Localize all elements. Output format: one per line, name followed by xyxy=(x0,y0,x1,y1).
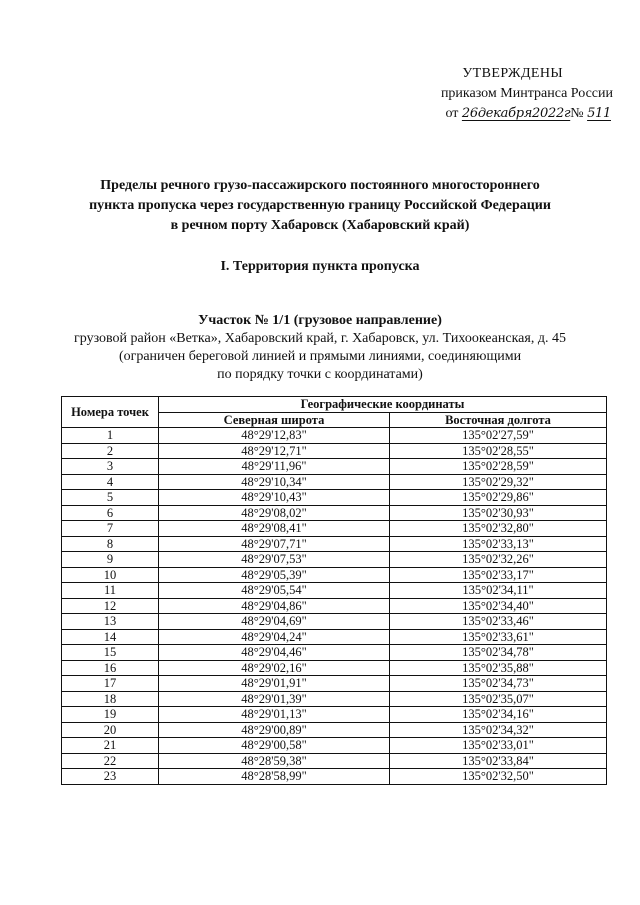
date-prefix: от xyxy=(445,106,459,121)
point-number-cell: 23 xyxy=(62,769,159,785)
table-row xyxy=(62,583,607,599)
table-row xyxy=(62,769,607,785)
table-row xyxy=(62,645,607,661)
table-row xyxy=(62,753,607,769)
subsection-note: (ограничен береговой линией и прямыми линиями, соединяющими xyxy=(118,349,522,364)
table-row xyxy=(62,428,607,444)
point-number-cell: 22 xyxy=(62,753,159,769)
handwritten-date: 26декабря2022г xyxy=(461,106,571,121)
point-number-cell: 5 xyxy=(62,490,159,506)
longitude-cell: 135°02'34,32" xyxy=(390,722,607,738)
latitude-cell: 48°29'05,54" xyxy=(159,583,390,599)
longitude-cell: 135°02'33,61" xyxy=(390,629,607,645)
header-latitude: Северная широта xyxy=(159,412,390,428)
point-number-cell: 19 xyxy=(62,707,159,723)
longitude-cell: 135°02'28,59" xyxy=(390,459,607,475)
point-number-cell: 20 xyxy=(62,722,159,738)
header-points: Номера точек xyxy=(62,397,159,428)
point-number-cell: 14 xyxy=(62,629,159,645)
longitude-cell: 135°02'29,86" xyxy=(390,490,607,506)
table-row xyxy=(62,536,607,552)
latitude-cell: 48°29'10,34" xyxy=(159,474,390,490)
point-number-cell: 17 xyxy=(62,676,159,692)
table-row xyxy=(62,474,607,490)
table-row xyxy=(62,676,607,692)
table-row xyxy=(62,614,607,630)
point-number-cell: 10 xyxy=(62,567,159,583)
table-row xyxy=(62,738,607,754)
table-row xyxy=(62,521,607,537)
approval-heading: УТВЕРЖДЕНЫ xyxy=(462,66,563,81)
point-number-cell: 9 xyxy=(62,552,159,568)
longitude-cell: 135°02'28,55" xyxy=(390,443,607,459)
longitude-cell: 135°02'33,46" xyxy=(390,614,607,630)
number-prefix: № xyxy=(570,106,584,121)
point-number-cell: 2 xyxy=(62,443,159,459)
latitude-cell: 48°29'07,71" xyxy=(159,536,390,552)
approval-block xyxy=(415,64,625,124)
coordinates-table xyxy=(61,396,607,785)
point-number-cell: 16 xyxy=(62,660,159,676)
longitude-cell: 135°02'32,50" xyxy=(390,769,607,785)
title-line: Пределы речного грузо-пассажирского постоянного многостороннего xyxy=(100,178,540,193)
latitude-cell: 48°29'02,16" xyxy=(159,660,390,676)
table-row xyxy=(62,660,607,676)
longitude-cell: 135°02'27,59" xyxy=(390,428,607,444)
longitude-cell: 135°02'33,17" xyxy=(390,567,607,583)
latitude-cell: 48°29'04,69" xyxy=(159,614,390,630)
point-number-cell: 18 xyxy=(62,691,159,707)
latitude-cell: 48°29'04,24" xyxy=(159,629,390,645)
table-row xyxy=(62,552,607,568)
point-number-cell: 13 xyxy=(62,614,159,630)
point-number-cell: 8 xyxy=(62,536,159,552)
longitude-cell: 135°02'34,16" xyxy=(390,707,607,723)
latitude-cell: 48°29'11,96" xyxy=(159,459,390,475)
longitude-cell: 135°02'33,84" xyxy=(390,753,607,769)
table-row xyxy=(62,722,607,738)
longitude-cell: 135°02'29,32" xyxy=(390,474,607,490)
subsection-address: грузовой район «Ветка», Хабаровский край, г. Хабаровск, ул. Тихоокеанская, д. 45 xyxy=(74,331,566,346)
header-longitude: Восточная долгота xyxy=(390,412,607,428)
latitude-cell: 48°28'58,99" xyxy=(159,769,390,785)
table-row xyxy=(62,567,607,583)
longitude-cell: 135°02'32,26" xyxy=(390,552,607,568)
table-row xyxy=(62,629,607,645)
title-line: пункта пропуска через государственную границу Российской Федерации xyxy=(89,198,551,213)
approval-order: приказом Минтранса России xyxy=(440,86,613,101)
longitude-cell: 135°02'35,07" xyxy=(390,691,607,707)
point-number-cell: 3 xyxy=(62,459,159,475)
title-line: в речном порту Хабаровск (Хабаровский край) xyxy=(170,218,470,233)
longitude-cell: 135°02'32,80" xyxy=(390,521,607,537)
table-row xyxy=(62,459,607,475)
longitude-cell: 135°02'35,88" xyxy=(390,660,607,676)
latitude-cell: 48°29'01,13" xyxy=(159,707,390,723)
point-number-cell: 1 xyxy=(62,428,159,444)
latitude-cell: 48°29'12,83" xyxy=(159,428,390,444)
point-number-cell: 12 xyxy=(62,598,159,614)
longitude-cell: 135°02'30,93" xyxy=(390,505,607,521)
latitude-cell: 48°29'01,91" xyxy=(159,676,390,692)
document-title xyxy=(40,176,600,236)
point-number-cell: 11 xyxy=(62,583,159,599)
latitude-cell: 48°29'05,39" xyxy=(159,567,390,583)
subsection-title: Участок № 1/1 (грузовое направление) xyxy=(198,313,442,328)
longitude-cell: 135°02'33,13" xyxy=(390,536,607,552)
point-number-cell: 15 xyxy=(62,645,159,661)
table-row xyxy=(62,707,607,723)
point-number-cell: 6 xyxy=(62,505,159,521)
latitude-cell: 48°28'59,38" xyxy=(159,753,390,769)
table-row xyxy=(62,505,607,521)
latitude-cell: 48°29'12,71" xyxy=(159,443,390,459)
section-title: I. Территория пункта пропуска xyxy=(220,259,420,274)
handwritten-number: 511 xyxy=(587,106,611,121)
longitude-cell: 135°02'34,11" xyxy=(390,583,607,599)
latitude-cell: 48°29'08,02" xyxy=(159,505,390,521)
latitude-cell: 48°29'00,58" xyxy=(159,738,390,754)
latitude-cell: 48°29'10,43" xyxy=(159,490,390,506)
longitude-cell: 135°02'34,40" xyxy=(390,598,607,614)
table-row xyxy=(62,691,607,707)
latitude-cell: 48°29'04,86" xyxy=(159,598,390,614)
point-number-cell: 21 xyxy=(62,738,159,754)
approval-date-line xyxy=(415,104,625,124)
subsection-note: по порядку точки с координатами) xyxy=(217,367,423,382)
latitude-cell: 48°29'08,41" xyxy=(159,521,390,537)
point-number-cell: 7 xyxy=(62,521,159,537)
table-row xyxy=(62,443,607,459)
latitude-cell: 48°29'04,46" xyxy=(159,645,390,661)
point-number-cell: 4 xyxy=(62,474,159,490)
longitude-cell: 135°02'33,01" xyxy=(390,738,607,754)
header-geo-coordinates: Географические координаты xyxy=(159,397,607,413)
latitude-cell: 48°29'00,89" xyxy=(159,722,390,738)
table-row xyxy=(62,598,607,614)
subsection-heading xyxy=(30,312,610,384)
latitude-cell: 48°29'07,53" xyxy=(159,552,390,568)
latitude-cell: 48°29'01,39" xyxy=(159,691,390,707)
longitude-cell: 135°02'34,78" xyxy=(390,645,607,661)
table-body xyxy=(62,428,607,785)
table-row xyxy=(62,490,607,506)
longitude-cell: 135°02'34,73" xyxy=(390,676,607,692)
